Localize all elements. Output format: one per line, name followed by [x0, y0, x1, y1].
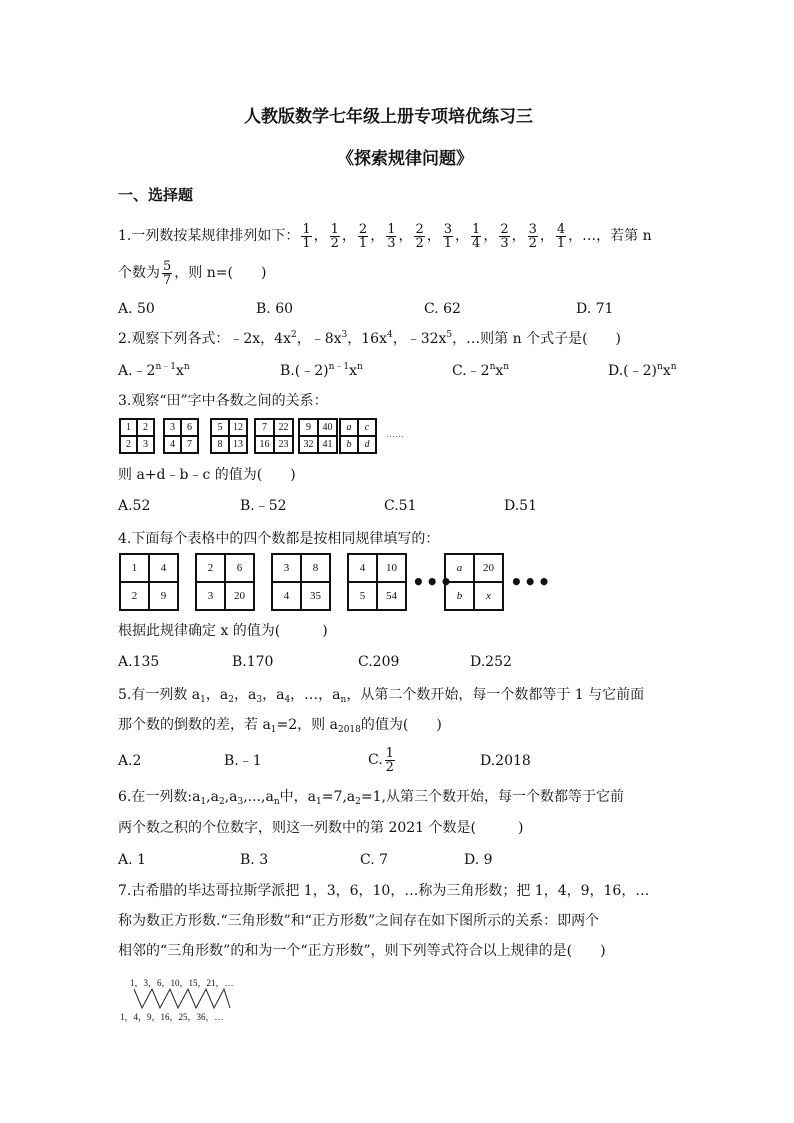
q3-grid-5	[298, 418, 338, 454]
q1-option-c[interactable]: C. 62	[424, 301, 461, 317]
q4-grid-3	[271, 553, 331, 611]
q1-option-d[interactable]: D. 71	[576, 301, 614, 317]
grid-cell: a	[445, 554, 474, 582]
q6-option-b[interactable]: B. 3	[240, 852, 269, 868]
grid-cell: 2	[120, 436, 137, 453]
q1-fraction: $\frac{2}{1}$	[358, 221, 368, 251]
grid-cell: 40	[318, 419, 337, 436]
q2-option-d[interactable]: $D.(﹣2)^nx^n$	[608, 362, 677, 379]
question-6-line-1: 6.在一列数$:a_1,a_2,a_3,...,a_n$中，$a_1=7,a_2=1$,从第三个数开始，每一个数都等于它前	[118, 789, 624, 807]
grid-cell: c	[358, 419, 376, 436]
grid-cell: 12	[229, 419, 247, 436]
q1-fraction: $\frac{3}{1}$	[443, 221, 453, 251]
q3-option-c[interactable]: C.51	[384, 498, 417, 514]
grid-cell: 41	[318, 436, 337, 453]
grid-cell: 3	[272, 554, 301, 582]
q3-grid-2	[163, 418, 199, 454]
question-5-line-2: 那个数的倒数的差，若 $a_1=2$，则 $a_{2018}$的值为( )	[118, 717, 442, 735]
q5-option-a[interactable]: A.2	[118, 753, 142, 769]
grid-cell: d	[358, 436, 376, 453]
question-4-stem: 4.下面每个表格中的四个数都是按相同规律填写的：	[118, 531, 440, 547]
question-7-line-3: 相邻的“三角形数”的和为一个“正方形数”，则下列等式符合以上规律的是( )	[118, 943, 606, 959]
question-3-stem: 3.观察“田”字中各数之间的关系：	[118, 393, 328, 409]
grid-cell: x	[474, 582, 503, 610]
q3-grid-4	[254, 418, 294, 454]
q4-dots-2: •••	[510, 570, 552, 594]
q1-fraction: $\frac{1}{2}$	[330, 221, 339, 251]
q3-grid-6	[339, 418, 377, 454]
q1-fraction: $\frac{1}{3}$	[387, 221, 396, 251]
grid-cell: 7	[255, 419, 274, 436]
grid-cell: 20	[474, 554, 503, 582]
q1-fraction-list: $\frac{1}{1}$ ， $\frac{1}{2}$ ， $\frac{2}{1}$ ， $\frac{1}{3}$ ， $\frac{2}{2}$ ， $\frac{3}{1}$ ， $\frac{1}{4}$ ， $\frac{2}{3}$ ， $\frac{3}{2}$ ， $\frac{4}{1}$	[302, 221, 566, 251]
page-title: 人教版数学七年级上册专项培优练习三	[244, 107, 533, 127]
grid-cell: 13	[229, 436, 247, 453]
q1-fraction: $\frac{2}{2}$	[415, 221, 424, 251]
q7-square-row: 1，4，9，16，25，36，…	[120, 1012, 224, 1022]
question-2-stem: 2.观察下列各式：﹣2x，$4x^2$，$﹣8x^3$，$16x^4$，$﹣32x^5$，…则第 n 个式子是( )	[118, 330, 621, 347]
q4-option-c[interactable]: C.209	[358, 654, 400, 670]
grid-cell: b	[445, 582, 474, 610]
grid-cell: 4	[164, 436, 181, 453]
q3-option-b[interactable]: B.﹣52	[240, 498, 287, 514]
q3-ellipsis: ……	[386, 430, 404, 440]
grid-cell: 2	[120, 582, 149, 610]
question-7-line-2: 称为数正方形数.“三角形数”和“正方形数”之间存在如下图所示的关系：即两个	[118, 913, 600, 929]
question-4-ask: 根据此规律确定 x 的值为( )	[118, 623, 328, 639]
q2-option-b[interactable]: $B.(﹣2)^{n﹣1}x^n$	[280, 362, 363, 379]
q4-dots-1: •••	[412, 570, 454, 594]
grid-cell: 9	[299, 419, 318, 436]
q1-option-a[interactable]: A. 50	[118, 301, 155, 317]
grid-cell: 5	[211, 419, 229, 436]
question-1-line-1: 1.一列数按某规律排列如下： $\frac{1}{1}$ ， $\frac{1}{2}$ ， $\frac{2}{1}$ ， $\frac{1}{3}$ ， $\frac{2}{2}$ ， $\frac{3}{1}$ ， $\frac{1}{4}$ ， $\frac{2}{3}$ ， $\frac{3}{2}$ ， $\frac{4}{1}$ ，…，若第 n	[118, 221, 652, 251]
q3-grid-3	[210, 418, 248, 454]
q1-fraction: $\frac{1}{4}$	[472, 221, 481, 251]
section-heading: 一、选择题	[118, 186, 194, 204]
q4-option-b[interactable]: B.170	[232, 654, 274, 670]
question-7-line-1: 7.古希腊的毕达哥拉斯学派把 1，3，6，10，…称为三角形数；把 1，4，9，16，…	[118, 883, 650, 899]
grid-cell: 10	[377, 554, 406, 582]
grid-cell: 2	[137, 419, 154, 436]
q1-option-b[interactable]: B. 60	[256, 301, 294, 317]
grid-cell: 32	[299, 436, 318, 453]
grid-cell: 8	[211, 436, 229, 453]
q4-grid-2	[195, 553, 255, 611]
grid-cell: a	[340, 419, 358, 436]
grid-cell: 4	[272, 582, 301, 610]
grid-cell: 4	[348, 554, 377, 582]
grid-cell: 22	[274, 419, 293, 436]
q1-fraction: $\frac{4}{1}$	[556, 221, 566, 251]
q1-fraction: $\frac{2}{3}$	[500, 221, 509, 251]
grid-cell: 23	[274, 436, 293, 453]
page-subtitle: 《探索规律问题》	[337, 149, 473, 169]
q6-option-a[interactable]: A. 1	[118, 852, 146, 868]
grid-cell: 2	[196, 554, 225, 582]
q7-triangle-row: 1，3，6，10，15，21，…	[130, 978, 234, 988]
q7-figure	[118, 974, 260, 1024]
question-6-line-2: 两个数之积的个位数字，则这一列数中的第 2021 个数是( )	[118, 820, 524, 836]
grid-cell: 35	[301, 582, 330, 610]
q5-option-d[interactable]: D.2018	[480, 753, 531, 769]
q4-grid-4	[347, 553, 407, 611]
q5-option-c[interactable]: C. $\frac{1}{2}$	[368, 745, 394, 775]
question-3-ask: 则 a+d﹣b﹣c 的值为( )	[118, 467, 296, 483]
q5-option-b[interactable]: B.﹣1	[224, 753, 262, 769]
q2-option-c[interactable]: $C.﹣2^nx^n$	[452, 362, 510, 379]
grid-cell: 3	[164, 419, 181, 436]
grid-cell: b	[340, 436, 358, 453]
grid-cell: 20	[225, 582, 254, 610]
grid-cell: 6	[181, 419, 198, 436]
grid-cell: 5	[348, 582, 377, 610]
grid-cell: 3	[137, 436, 154, 453]
grid-cell: 6	[225, 554, 254, 582]
q1-fraction: $\frac{1}{1}$	[302, 221, 311, 251]
grid-cell: 16	[255, 436, 274, 453]
grid-cell: 8	[301, 554, 330, 582]
q4-option-a[interactable]: A.135	[118, 654, 160, 670]
q6-option-c[interactable]: C. 7	[360, 852, 389, 868]
grid-cell: 3	[196, 582, 225, 610]
q1-fraction: $\frac{3}{2}$	[528, 221, 537, 251]
grid-cell: 1	[120, 419, 137, 436]
q6-option-d[interactable]: D. 9	[464, 852, 493, 868]
grid-cell: 1	[120, 554, 149, 582]
q3-option-a[interactable]: A.52	[118, 498, 151, 514]
grid-cell: 9	[149, 582, 178, 610]
q2-option-a[interactable]: $A.﹣2^{n﹣1}x^n$	[118, 362, 190, 379]
question-5-line-1: 5.有一列数 $a_1$，$a_2$，$a_3$，$a_4$，…，$a_n$，从第二个数开始，每一个数都等于 1 与它前面	[118, 687, 645, 705]
q3-option-d[interactable]: D.51	[504, 498, 537, 514]
question-1-line-2: 个数为 $\frac{5}{7}$ ，则 n=( )	[118, 258, 267, 288]
q4-grid-1	[119, 553, 179, 611]
grid-cell: 4	[149, 554, 178, 582]
q3-grid-1	[119, 418, 155, 454]
grid-cell: 54	[377, 582, 406, 610]
q4-option-d[interactable]: D.252	[470, 654, 512, 670]
grid-cell: 7	[181, 436, 198, 453]
q1-target-fraction: $\frac{5}{7}$	[163, 258, 172, 288]
